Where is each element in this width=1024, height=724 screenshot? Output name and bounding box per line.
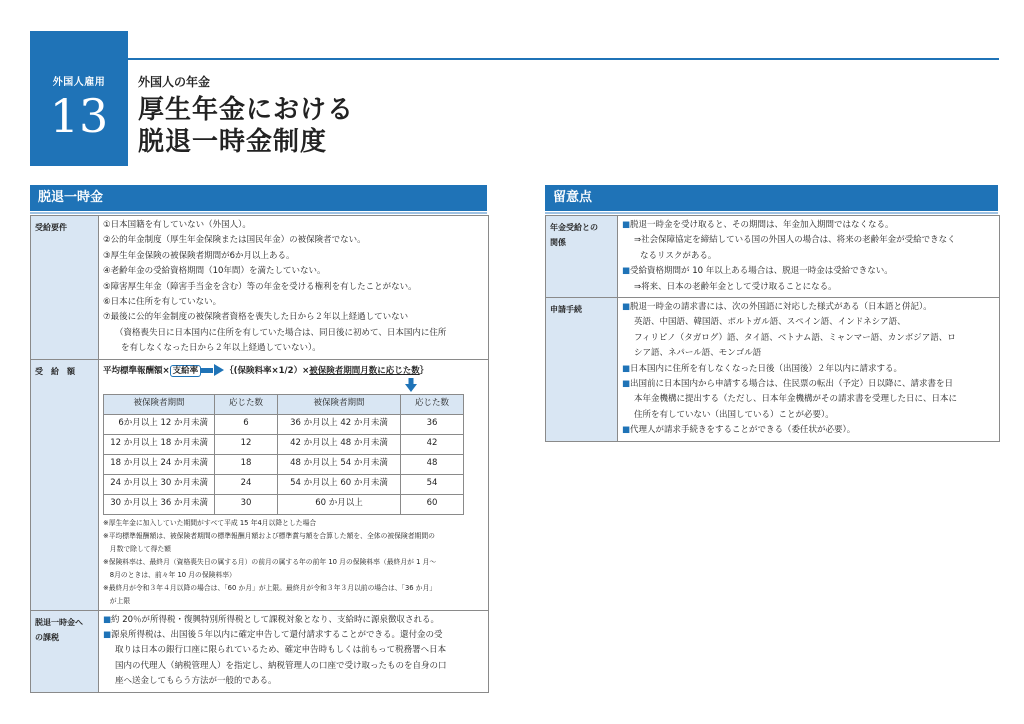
badge-number: 13 [49, 89, 109, 143]
lump-sum-table [30, 215, 489, 693]
tax-label-line: の課税 [35, 632, 59, 642]
amount-row [31, 360, 488, 611]
period-cell: 30 か月以上 36 か月未満 [104, 494, 215, 514]
procedure-line: フィリピノ（タガログ）語、タイ語、ベトナム語、ミャンマー語、カンボジア語、ロ [634, 332, 956, 343]
procedure-line [622, 377, 993, 392]
number-cell: 12 [215, 434, 278, 454]
formula-part-e: ｝ [419, 365, 429, 376]
period-cell: 42 か月以上 48 か月未満 [278, 434, 401, 454]
eligibility-content [99, 216, 486, 359]
bullet-square-icon: ■ [622, 302, 631, 313]
col-header: 被保険者期間 [278, 394, 401, 414]
period-cell: 18 か月以上 24 か月未満 [104, 454, 215, 474]
procedure-text: 代理人が請求手続きをすることができる（委任状が必要）。 [630, 425, 856, 436]
benefit-formula [103, 362, 482, 380]
eligibility-line: を有しなくなった日から２年以上経過していない）。 [121, 343, 321, 354]
pension-content [618, 216, 997, 297]
table-row [104, 454, 464, 474]
tax-line [103, 613, 482, 628]
number-cell: 42 [401, 434, 464, 454]
badge-label: 外国人雇用 [52, 77, 106, 88]
page-subtitle: 外国人の年金 [138, 75, 211, 89]
pension-line: なるリスクがある。 [640, 250, 717, 261]
note-line: ※厚生年金に加入していた期間がすべて平成 15 年4月以降とした場合 [103, 518, 317, 527]
eligibility-row [31, 216, 488, 360]
bullet-square-icon: ■ [622, 220, 631, 230]
note-line: ※平均標準報酬額は、被保険者期間の標準報酬月額および標準賞与額を合算した額を、全体の被保険者期間の [103, 531, 435, 540]
procedure-label: 申請手続 [546, 298, 618, 441]
amount-notes [103, 517, 482, 608]
procedure-line [622, 300, 993, 315]
col-header: 応じた数 [401, 394, 464, 414]
bullet-square-icon: ■ [622, 363, 631, 374]
table-row [104, 474, 464, 494]
eligibility-line: ②公的年金制度（厚生年金保険または国民年金）の被保険者でない。 [103, 235, 366, 246]
header-rule [128, 58, 999, 60]
eligibility-line: ⑦最後に公的年金制度の被保険者資格を喪失した日から２年以上経過していない [103, 312, 409, 323]
tax-row [31, 611, 488, 692]
procedure-text: 出国前に日本国内から申請する場合は、住民票の転出（予定）日以降に、請求書を日 [630, 379, 954, 390]
pension-label-line: 年金受給との [550, 223, 598, 232]
formula-part-c: ｛(保険料率×1/2）× [225, 365, 310, 376]
chapter-badge [30, 31, 128, 166]
period-cell: 12 か月以上 18 か月未満 [104, 434, 215, 454]
arrow-shaft [201, 368, 213, 373]
tax-content [99, 611, 486, 692]
eligibility-line: ⑤障害厚生年金（障害手当金を含む）等の年金を受ける権利を有したことがない。 [103, 281, 417, 292]
pension-line: ⇒将来、日本の老齢年金として受け取ることになる。 [634, 281, 837, 292]
bullet-square-icon: ■ [622, 379, 631, 390]
note-line: 8月のときは、前々年 10 月の保険料率） [103, 570, 236, 579]
period-cell: 6か月以上 12 か月未満 [104, 414, 215, 434]
procedure-text: 日本国内に住所を有しなくなった日後（出国後）２年以内に請求する。 [630, 363, 903, 374]
period-cell: 24 か月以上 30 か月未満 [104, 474, 215, 494]
pension-row [546, 216, 999, 298]
pension-label [546, 216, 618, 297]
eligibility-line: ④老齢年金の受給資格期間（10年間）を満たしていない。 [103, 266, 326, 277]
tax-line [103, 628, 482, 643]
number-cell: 6 [215, 414, 278, 434]
eligibility-line: ①日本国籍を有していない（外国人）。 [103, 220, 251, 230]
col-header: 被保険者期間 [104, 394, 215, 414]
pension-line [622, 218, 993, 233]
period-cell: 48 か月以上 54 か月未満 [278, 454, 401, 474]
section-heading-notes: 留意点 [545, 185, 998, 211]
table-row [104, 434, 464, 454]
procedure-line: 住所を有していない（出国している）ことが必要）。 [634, 409, 834, 420]
bullet-square-icon: ■ [103, 630, 112, 641]
tax-line: 取りは日本の銀行口座に限られているため、確定申告時もしくは前もって税務署へ日本 [115, 645, 447, 656]
number-cell: 36 [401, 414, 464, 434]
amount-content [99, 360, 486, 610]
tax-line: 国内の代理人（納税管理人）を指定し、納税管理人の口座で受け取ったものを自身の口 [115, 660, 447, 671]
tax-line: 座へ送金してもらう方法が一般的である。 [115, 676, 277, 687]
number-cell: 30 [215, 494, 278, 514]
number-cell: 24 [215, 474, 278, 494]
tax-label [31, 611, 99, 692]
procedure-line [622, 362, 993, 377]
pension-text: 脱退一時金を受け取ると、その期間は、年金加入期間ではなくなる。 [630, 220, 894, 230]
col-header: 応じた数 [215, 394, 278, 414]
table-row [104, 414, 464, 434]
rate-table-header [104, 394, 464, 414]
rate-table [103, 394, 464, 515]
down-arrow-icon [405, 378, 417, 392]
note-line: ※最終月が令和３年４月以降の場合は、「60 か月」が上限。最終月が令和３年３月以前の場合は、「36 か月」 [103, 583, 437, 592]
tax-text: 源泉所得税は、出国後５年以内に確定申告して還付請求することができる。還付金の受 [111, 630, 443, 641]
procedure-line: 本年金機構に提出する（ただし、日本年金機構がその請求書を受理した日に、日本に [634, 394, 958, 405]
pension-line: ⇒社会保障協定を締結している国の外国人の場合は、将来の老齢年金が受給できなく [634, 235, 956, 246]
page-title [138, 94, 354, 158]
section-heading-lump-sum: 脱退一時金 [30, 185, 487, 211]
note-line: が上限 [103, 596, 131, 605]
right-arrow-icon [214, 364, 224, 376]
title-line-2: 脱退一時金制度 [138, 127, 328, 157]
formula-part-a: 平均標準報酬額× [103, 365, 170, 376]
eligibility-label: 受給要件 [31, 216, 99, 359]
eligibility-line: （資格喪失日に日本国内に住所を有していた場合は、同日後に初めて、日本国内に住所 [115, 327, 447, 338]
period-cell: 36 か月以上 42 か月未満 [278, 414, 401, 434]
tax-text: 約 20％が所得税・復興特別所得税として課税対象となり、支給時に源泉徴収される。 [111, 614, 440, 625]
bullet-square-icon: ■ [622, 266, 631, 277]
pension-label-line: 関係 [550, 238, 566, 247]
number-cell: 60 [401, 494, 464, 514]
bullet-square-icon: ■ [622, 425, 631, 436]
procedure-line: シア語、ネパール語、モンゴル語 [634, 348, 762, 359]
eligibility-line: ③厚生年金保険の被保険者期間が6か月以上ある。 [103, 250, 295, 261]
tax-label-line: 脱退一時金へ [35, 617, 83, 627]
bullet-square-icon: ■ [103, 614, 112, 625]
procedure-content [618, 298, 997, 441]
notes-table [545, 215, 1000, 442]
procedure-line [622, 423, 993, 438]
number-cell: 54 [401, 474, 464, 494]
eligibility-line: ⑥日本に住所を有していない。 [103, 297, 222, 308]
title-line-1: 厚生年金における [138, 95, 355, 125]
formula-part-d: 被保険者期間月数に応じた数 [309, 365, 420, 376]
period-cell: 54 か月以上 60 か月未満 [278, 474, 401, 494]
procedure-line: 英語、中国語、韓国語、ポルトガル語、スペイン語、インドネシア語、 [634, 317, 906, 328]
number-cell: 18 [215, 454, 278, 474]
table-row [104, 494, 464, 514]
procedure-row [546, 298, 999, 441]
number-cell: 48 [401, 454, 464, 474]
pension-line [622, 264, 993, 279]
pension-text: 受給資格期間が 10 年以上ある場合は、脱退一時金は受給できない。 [630, 266, 893, 277]
note-line: ※保険料率は、最終月（資格喪失日の属する月）の前月の属する年の前年 10 月の保険料率（最終月が 1 月～ [103, 557, 437, 566]
procedure-text: 脱退一時金の請求書には、次の外国語に対応した様式がある（日本語と併記）。 [630, 302, 932, 313]
formula-payment-rate: 支給率 [170, 365, 202, 377]
period-cell: 60 か月以上 [278, 494, 401, 514]
note-line: 月数で除して得た額 [103, 544, 171, 553]
amount-label: 受 給 額 [31, 360, 99, 610]
